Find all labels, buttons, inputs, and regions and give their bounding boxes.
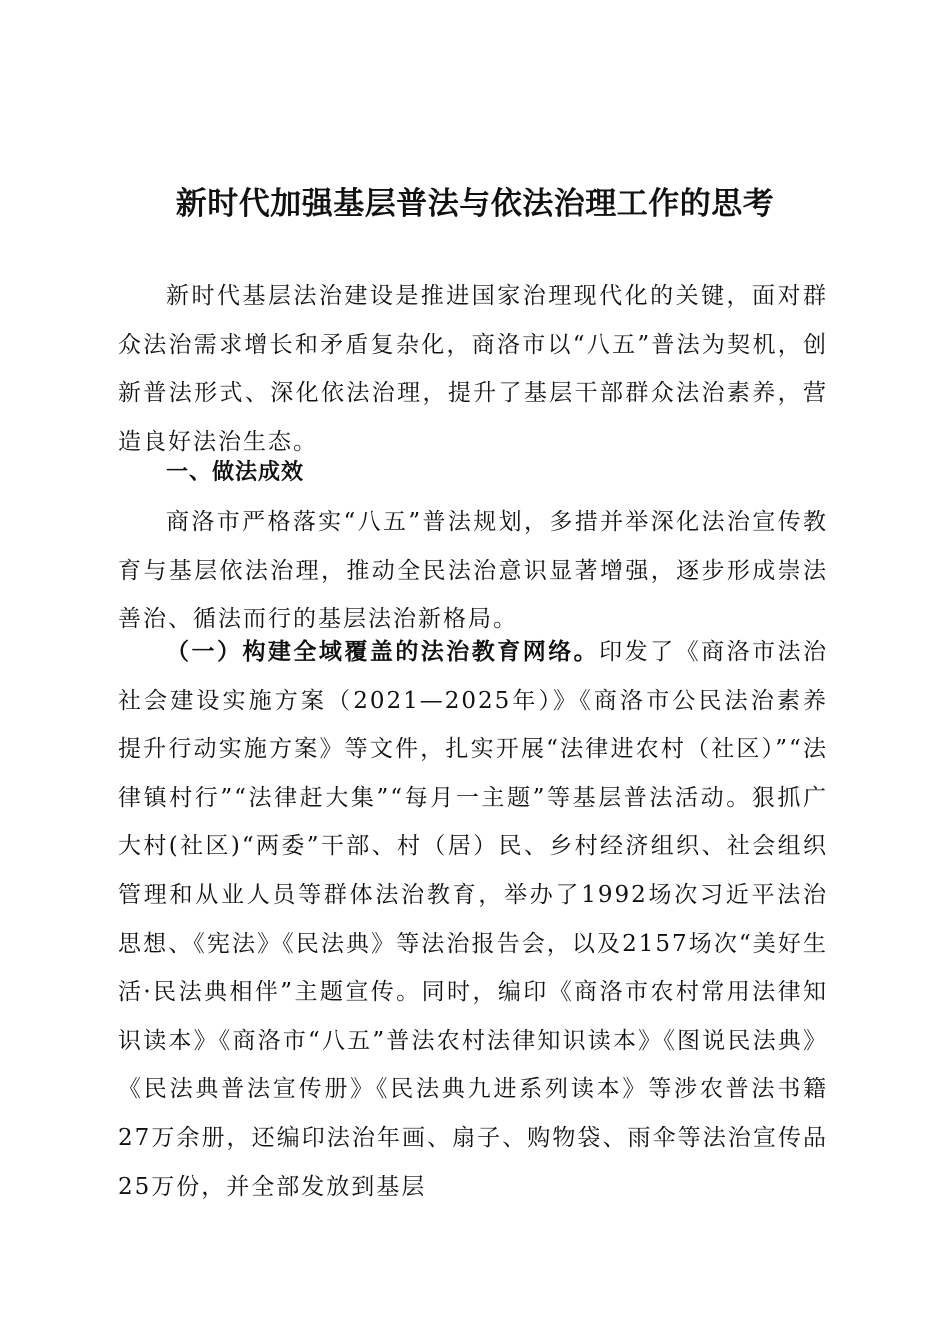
subsection-body: 印发了《商洛市法治社会建设实施方案（2021—2025年）》《商洛市公民法治素养提升行动实施方案》等文件，扎实开展“法律进农村（社区）”“法律镇村行”“法律赶大集”“每月一主题”等基层普法活动。狠抓广大村(社区)“两委”干部、村（居）民、乡村经济组织、社会组织管理和从业人员等群体法治教育，举办了1992场次习近平法治思想、《宪法》《民法典》等法治报告会，以及2157场次“美好生活·民法典相伴”主题宣传。同时，编印《商洛市农村常用法律知识读本》《商洛市“八五”普法农村法律知识读本》《图说民法典》《民法典普法宣传册》《民法典九进系列读本》等涉农普法书籍27万余册，还编印法治年画、扇子、购物袋、雨伞等法治宣传品25万份，并全部发放到基层: [118, 639, 829, 1200]
section-paragraph: [118, 498, 828, 644]
subsection-paragraph: [118, 628, 828, 1211]
intro-text: 新时代基层法治建设是推进国家治理现代化的关键，面对群众法治需求增长和矛盾复杂化，商洛市以“八五”普法为契机，创新普法形式、深化依法治理，提升了基层干部群众法治素养，营造良好法治生态。: [118, 283, 828, 455]
document-title: 新时代加强基层普法与依法治理工作的思考: [175, 186, 775, 222]
intro-paragraph: [118, 272, 828, 466]
subsection-heading: （一）构建全域覆盖的法治教育网络。: [166, 638, 600, 665]
section-text: 商洛市严格落实“八五”普法规划，多措并举深化法治宣传教育与基层依法治理，推动全民法治意识显著增强，逐步形成崇法善治、循法而行的基层法治新格局。: [118, 509, 828, 633]
section-heading: 一、做法成效: [166, 460, 305, 485]
subsection-text: [118, 628, 828, 1211]
